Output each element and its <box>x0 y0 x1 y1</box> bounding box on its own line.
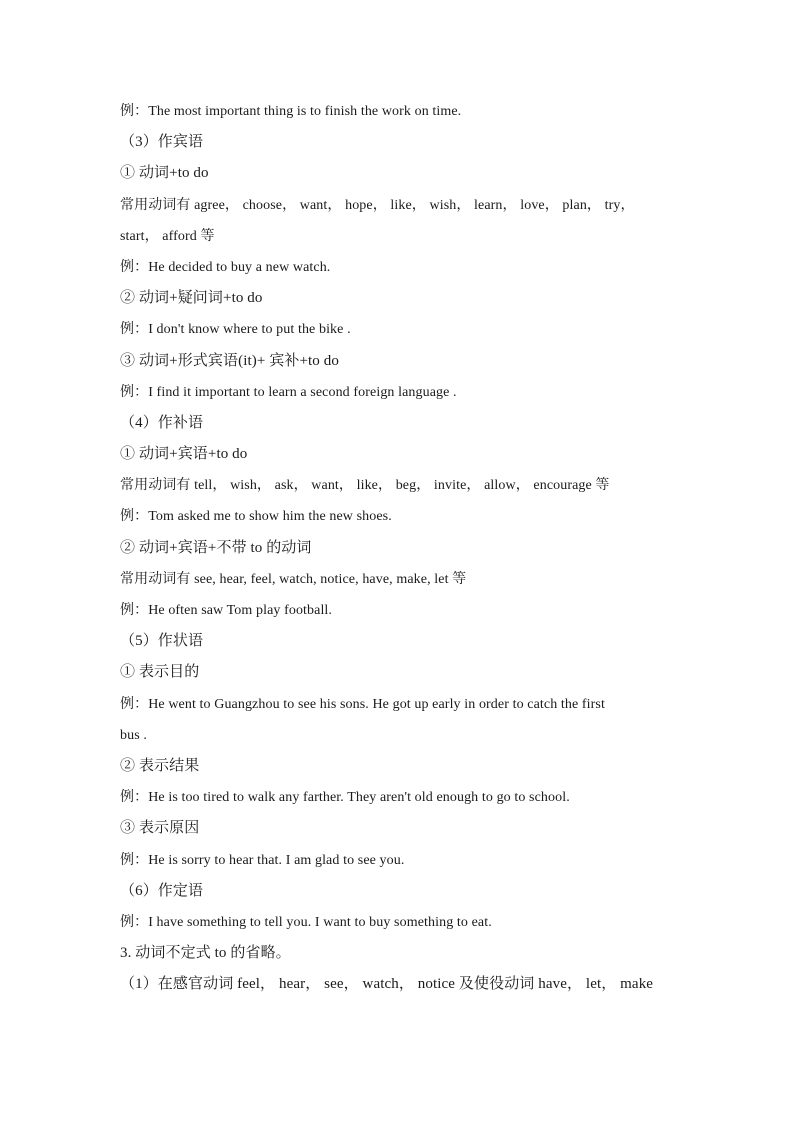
subsection-heading: ② 表示结果 <box>120 757 200 774</box>
subsection-heading: ① 动词+to do <box>120 165 209 182</box>
example-line: 例：He is too tired to walk any farther. They aren't old enough to go to school. <box>120 790 570 806</box>
example-line: 例：I find it important to learn a second foreign language . <box>120 384 457 400</box>
section-heading: （3）作宾语 <box>120 134 204 151</box>
text-line: 常用动词有 tell， wish， ask， want， like， beg， invite， allow， encourage 等 <box>120 478 610 494</box>
section-heading: （6）作定语 <box>120 882 204 899</box>
example-line: 例：Tom asked me to show him the new shoes. <box>120 509 392 525</box>
subsection-heading: ② 动词+疑问词+to do <box>120 290 263 307</box>
example-line: 例：I have something to tell you. I want to buy something to eat. <box>120 914 492 930</box>
example-line: 例：He is sorry to hear that. I am glad to see you. <box>120 852 405 868</box>
document-page <box>120 96 680 1000</box>
subsection-heading: ① 动词+宾语+to do <box>120 446 248 463</box>
subsection-heading: ① 表示目的 <box>120 664 200 681</box>
example-line: 例：The most important thing is to finish the work on time. <box>120 104 462 119</box>
text-line: 常用动词有 see, hear, feel, watch, notice, have, make, let 等 <box>120 571 467 587</box>
example-line: 例：He often saw Tom play football. <box>120 603 333 618</box>
subsection-heading: ③ 表示原因 <box>120 820 200 837</box>
text-line: start， afford 等 <box>120 228 215 244</box>
text-line: bus . <box>120 727 147 743</box>
section-heading: （1）在感官动词 feel， hear， see， watch， notice 及使役动词 have， let， make <box>120 976 654 993</box>
example-line: 例：He decided to buy a new watch. <box>120 259 331 275</box>
section-heading: （5）作状语 <box>120 633 204 650</box>
subsection-heading: ② 动词+宾语+不带 to 的动词 <box>120 539 312 556</box>
example-line: 例：I don't know where to put the bike . <box>120 322 351 338</box>
section-heading: 3. 动词不定式 to 的省略。 <box>120 945 291 962</box>
example-line: 例：He went to Guangzhou to see his sons. He got up early in order to catch the first <box>120 696 605 712</box>
text-line: 常用动词有 agree， choose， want， hope， like， wish， learn， love， plan， try， <box>120 197 635 213</box>
section-heading: （4）作补语 <box>120 414 204 431</box>
subsection-heading: ③ 动词+形式宾语(it)+ 宾补+to do <box>120 352 339 369</box>
